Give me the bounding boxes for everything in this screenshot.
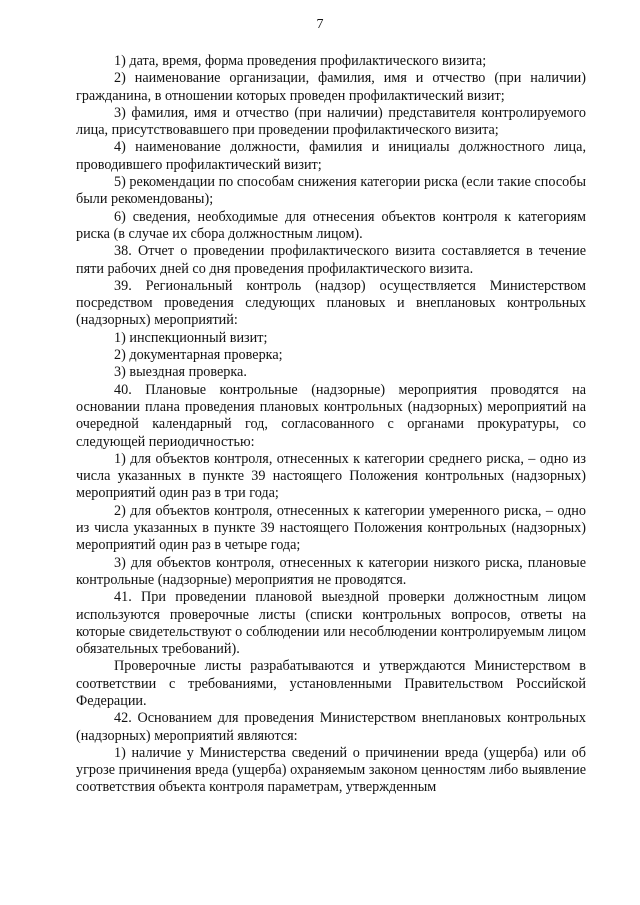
paragraph: 2) для объектов контроля, отнесенных к категории умеренного риска, – одно из числа указанных в пункте 39 настоящего Положения контрольных (надзорных) мероприятий один раз в четыре года;: [76, 502, 586, 554]
paragraph: 1) наличие у Министерства сведений о причинении вреда (ущерба) или об угрозе причинения вреда (ущерба) охраняемым законом ценностям либо выявление соответствия объекта контроля параметрам, утвержденным: [76, 744, 586, 796]
paragraph: 40. Плановые контрольные (надзорные) мероприятия проводятся на основании плана проведения плановых контрольных (надзорных) мероприятий на очередной календарный год, согласованного с органами прокуратуры, со следующей периодичностью:: [76, 381, 586, 450]
paragraph: 1) инспекционный визит;: [114, 329, 268, 346]
paragraph: 2) наименование организации, фамилия, имя и отчество (при наличии) гражданина, в отношении которых проведен профилактический визит;: [76, 70, 586, 104]
paragraph: Проверочные листы разрабатываются и утверждаются Министерством в соответствии с требованиями, установленными Правительством Российской Федерации.: [76, 658, 586, 709]
paragraph: 4) наименование должности, фамилия и инициалы должностного лица, проводившего профилактический визит;: [76, 139, 586, 173]
paragraph: 5) рекомендации по способам снижения категории риска (если такие способы были рекомендованы);: [76, 174, 586, 208]
paragraph: 6) сведения, необходимые для отнесения объектов контроля к категориям риска (в случае их сбора должностным лицом).: [76, 208, 586, 242]
paragraph: 3) фамилия, имя и отчество (при наличии) представителя контролируемого лица, присутствовавшего при проведении профилактического визита;: [76, 104, 586, 139]
paragraph: 2) документарная проверка;: [114, 347, 283, 364]
paragraph: 41. При проведении плановой выездной проверки должностным лицом используются проверочные листы (списки контрольных вопросов, ответы на которые свидетельствуют о соблюдении или несоблюдении контролируемым лицом обязательных требований).: [76, 589, 586, 658]
paragraph: 1) дата, время, форма проведения профилактического визита;: [114, 53, 487, 69]
paragraph: 1) для объектов контроля, отнесенных к категории среднего риска, – одно из числа указанных в пункте 39 настоящего Положения контрольных (надзорных) мероприятий один раз в три года;: [76, 450, 586, 502]
document-body: [76, 53, 586, 797]
page-number: 7: [316, 17, 324, 32]
paragraph: 3) для объектов контроля, отнесенных к категории низкого риска, плановые контрольные (надзорные) мероприятия не проводятся.: [76, 554, 586, 588]
paragraph: 42. Основанием для проведения Министерством внеплановых контрольных (надзорных) мероприятий являются:: [76, 710, 586, 744]
paragraph: 38. Отчет о проведении профилактического визита составляется в течение пяти рабочих дней со дня проведения профилактического визита.: [76, 243, 586, 277]
paragraph: 39. Региональный контроль (надзор) осуществляется Министерством посредством проведения следующих плановых и внеплановых контрольных (надзорных) мероприятий:: [76, 277, 586, 329]
paragraph: 3) выездная проверка.: [114, 364, 247, 381]
